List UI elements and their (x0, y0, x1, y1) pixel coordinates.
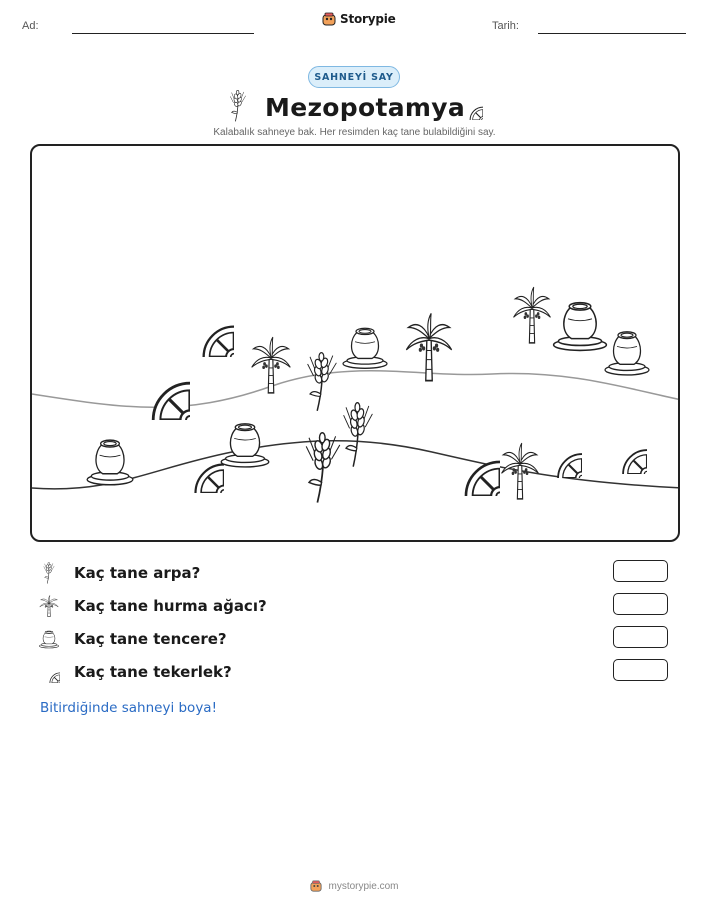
question-row-palm (38, 593, 267, 619)
footer (0, 880, 709, 892)
page-title: Mezopotamya (265, 93, 465, 122)
storypie-mascot-icon (322, 12, 336, 26)
pot-icon (605, 332, 649, 375)
answer-box-palm[interactable] (613, 593, 668, 615)
pot-icon (554, 303, 607, 351)
date-label: Tarih: (492, 20, 519, 32)
name-input-line[interactable] (72, 33, 254, 34)
question-row-pot (38, 626, 227, 652)
barley-icon (344, 403, 373, 467)
question-row-barley (38, 560, 200, 586)
pot-icon (38, 628, 60, 650)
barley-icon (228, 90, 248, 122)
wheel-icon (455, 92, 483, 120)
storypie-mascot-icon (310, 880, 322, 892)
brand-name: Storypie (340, 12, 396, 26)
footer-url[interactable]: mystorypie.com (328, 880, 399, 892)
pot-icon (343, 328, 387, 368)
barley-icon (306, 433, 340, 503)
activity-badge: SAHNEYİ SAY (308, 66, 400, 88)
question-text: Kaç tane tencere? (74, 630, 227, 648)
wheel-icon (558, 454, 606, 502)
palm-tree-icon (514, 287, 551, 343)
answer-box-pot[interactable] (613, 626, 668, 648)
wheel-icon (623, 450, 671, 498)
question-row-wheel (38, 659, 232, 685)
date-input-line[interactable] (538, 33, 686, 34)
palm-tree-icon (406, 313, 451, 380)
barley-icon (308, 353, 337, 411)
back-hill-line (32, 371, 680, 407)
wheel-icon (38, 661, 60, 683)
scene-illustration (32, 146, 680, 542)
finish-note: Bitirdiğinde sahneyi boya! (40, 700, 217, 716)
counting-scene (30, 144, 680, 542)
answer-box-barley[interactable] (613, 560, 668, 582)
answer-box-wheel[interactable] (613, 659, 668, 681)
pot-icon (87, 440, 133, 485)
pot-icon (221, 424, 269, 467)
wheel-icon (153, 383, 227, 457)
wheel-icon (204, 327, 265, 388)
palm-tree-icon (252, 337, 291, 393)
wheel-icon (195, 464, 252, 521)
name-label: Ad: (22, 20, 39, 32)
question-text: Kaç tane hurma ağacı? (74, 597, 267, 615)
question-text: Kaç tane tekerlek? (74, 663, 232, 681)
palm-tree-icon (38, 595, 60, 617)
brand-logo (322, 12, 396, 26)
instructions: Kalabalık sahneye bak. Her resimden kaç tane bulabildiğini say. (213, 127, 496, 138)
palm-tree-icon (502, 443, 539, 499)
barley-icon (38, 562, 60, 584)
question-text: Kaç tane arpa? (74, 564, 201, 582)
